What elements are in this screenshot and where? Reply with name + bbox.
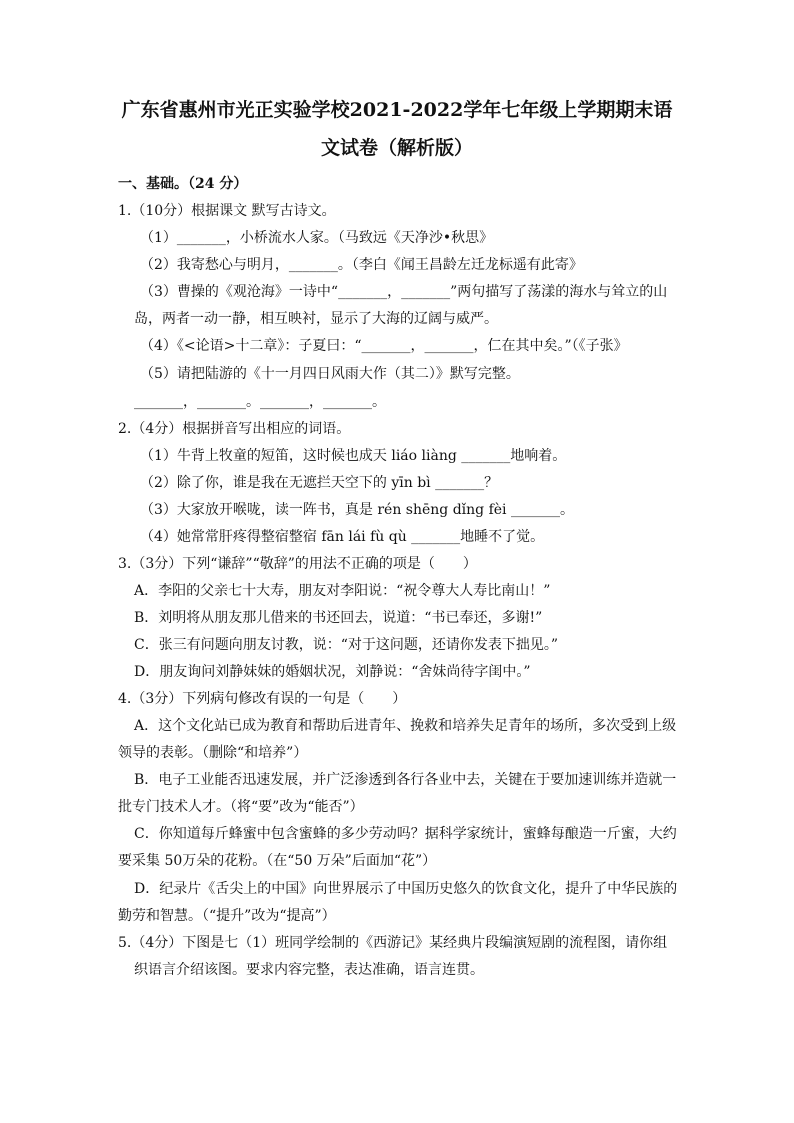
- question-1-item-5-blanks: _______，_______。_______，_______。: [134, 394, 386, 410]
- question-4-option-c: C．你知道每斤蜂蜜中包含蜜蜂的多少劳动吗？据科学家统计，蜜蜂每酿造一斤蜜，大约: [134, 826, 677, 842]
- question-1-item-4: （4）《<论语>十二章》：子夏曰：“_______，_______，仁在其中矣。”（《子张》: [140, 338, 628, 354]
- question-3-option-d: D．朋友询问刘静妹妹的婚姻状况，刘静说：“舍妹尚待字闺中。”: [134, 664, 531, 680]
- document-title-line1: 广东省惠州市光正实验学校2021-2022学年七年级上学期期末语: [121, 99, 673, 121]
- document-title-line2: 文试卷（解析版）: [320, 137, 473, 159]
- question-2-item-1: （1）牛背上牧童的短笛，这时候也成天 liáo liàng _______地响着。: [140, 448, 567, 464]
- question-3-option-b: B．刘明将从朋友那儿借来的书还回去，说道：“书已奉还，多谢!”: [134, 610, 543, 626]
- question-4-option-d: D．纪录片《舌尖上的中国》向世界展示了中国历史悠久的饮食文化，提升了中华民族的: [134, 881, 678, 897]
- question-4-option-d-cont: 勤劳和智慧。（“提升”改为“提高”）: [118, 908, 336, 924]
- question-1-item-3: （3）曹操的《观沧海》一诗中“_______，_______”两句描写了荡漾的海水与耸立的山: [140, 284, 668, 300]
- question-4-stem: 4.（3分）下列病句修改有误的一句是（ ）: [118, 691, 407, 707]
- question-5-stem: 5.（4分）下图是七（1）班同学绘制的《西游记》某经典片段编演短剧的流程图，请你组: [118, 935, 668, 951]
- question-2-item-2: （2）除了你，谁是我在无遮拦天空下的 yīn bì _______？: [140, 475, 499, 491]
- question-1-item-5: （5）请把陆游的《十一月四日风雨大作（其二）》默写完整。: [140, 366, 520, 382]
- question-4-option-b-cont: 批专门技术人才。（将“要”改为“能否”）: [118, 799, 364, 815]
- question-1-item-1: （1）_______，小桥流水人家。（马致远《天净沙•秋思》: [140, 230, 494, 246]
- question-4-option-b: B．电子工业能否迅速发展，并广泛渗透到各行各业中去，关键在于要加速训练并造就一: [134, 772, 677, 788]
- section-heading: 一、基础。（24 分）: [118, 176, 248, 192]
- question-2-item-3: （3）大家放开喉咙，读一阵书，真是 rén shēng dǐng fèi _______。: [140, 502, 574, 518]
- question-1-stem: 1.（10分）根据课文 默写古诗文。: [118, 203, 336, 219]
- question-4-option-a-cont: 领导的表彰。（删除“和培养”）: [118, 745, 308, 761]
- question-4-option-a: A．这个文化站已成为教育和帮助后进青年、挽救和培养失足青年的场所，多次受到上级: [134, 718, 677, 734]
- question-2-item-4: （4）她常常肝疼得整宿整宿 fān lái fù qù _______地睡不了觉。: [140, 529, 545, 545]
- question-3-option-a: A．李阳的父亲七十大寿，朋友对李阳说：“祝令尊大人寿比南山！”: [134, 583, 551, 599]
- question-4-option-c-cont: 要采集 50万朵的花粉。（在“50 万朵”后面加“花”）: [118, 853, 437, 869]
- question-3-option-c: C．张三有问题向朋友讨教，说：“对于这问题，还请你发表下拙见。”: [134, 637, 559, 653]
- question-1-item-3-cont: 岛，两者一动一静，相互映衬，显示了大海的辽阔与威严。: [134, 311, 498, 327]
- question-3-stem: 3.（3分）下列“谦辞”“敬辞”的用法不正确的项是（ ）: [118, 556, 477, 572]
- question-1-item-2: （2）我寄愁心与明月，_______。（李白《闻王昌龄左迁龙标遥有此寄》: [140, 257, 583, 273]
- question-2-stem: 2.（4分）根据拼音写出相应的词语。: [118, 421, 351, 437]
- question-5-stem-cont: 织语言介绍该图。要求内容完整，表达准确，语言连贯。: [134, 962, 484, 978]
